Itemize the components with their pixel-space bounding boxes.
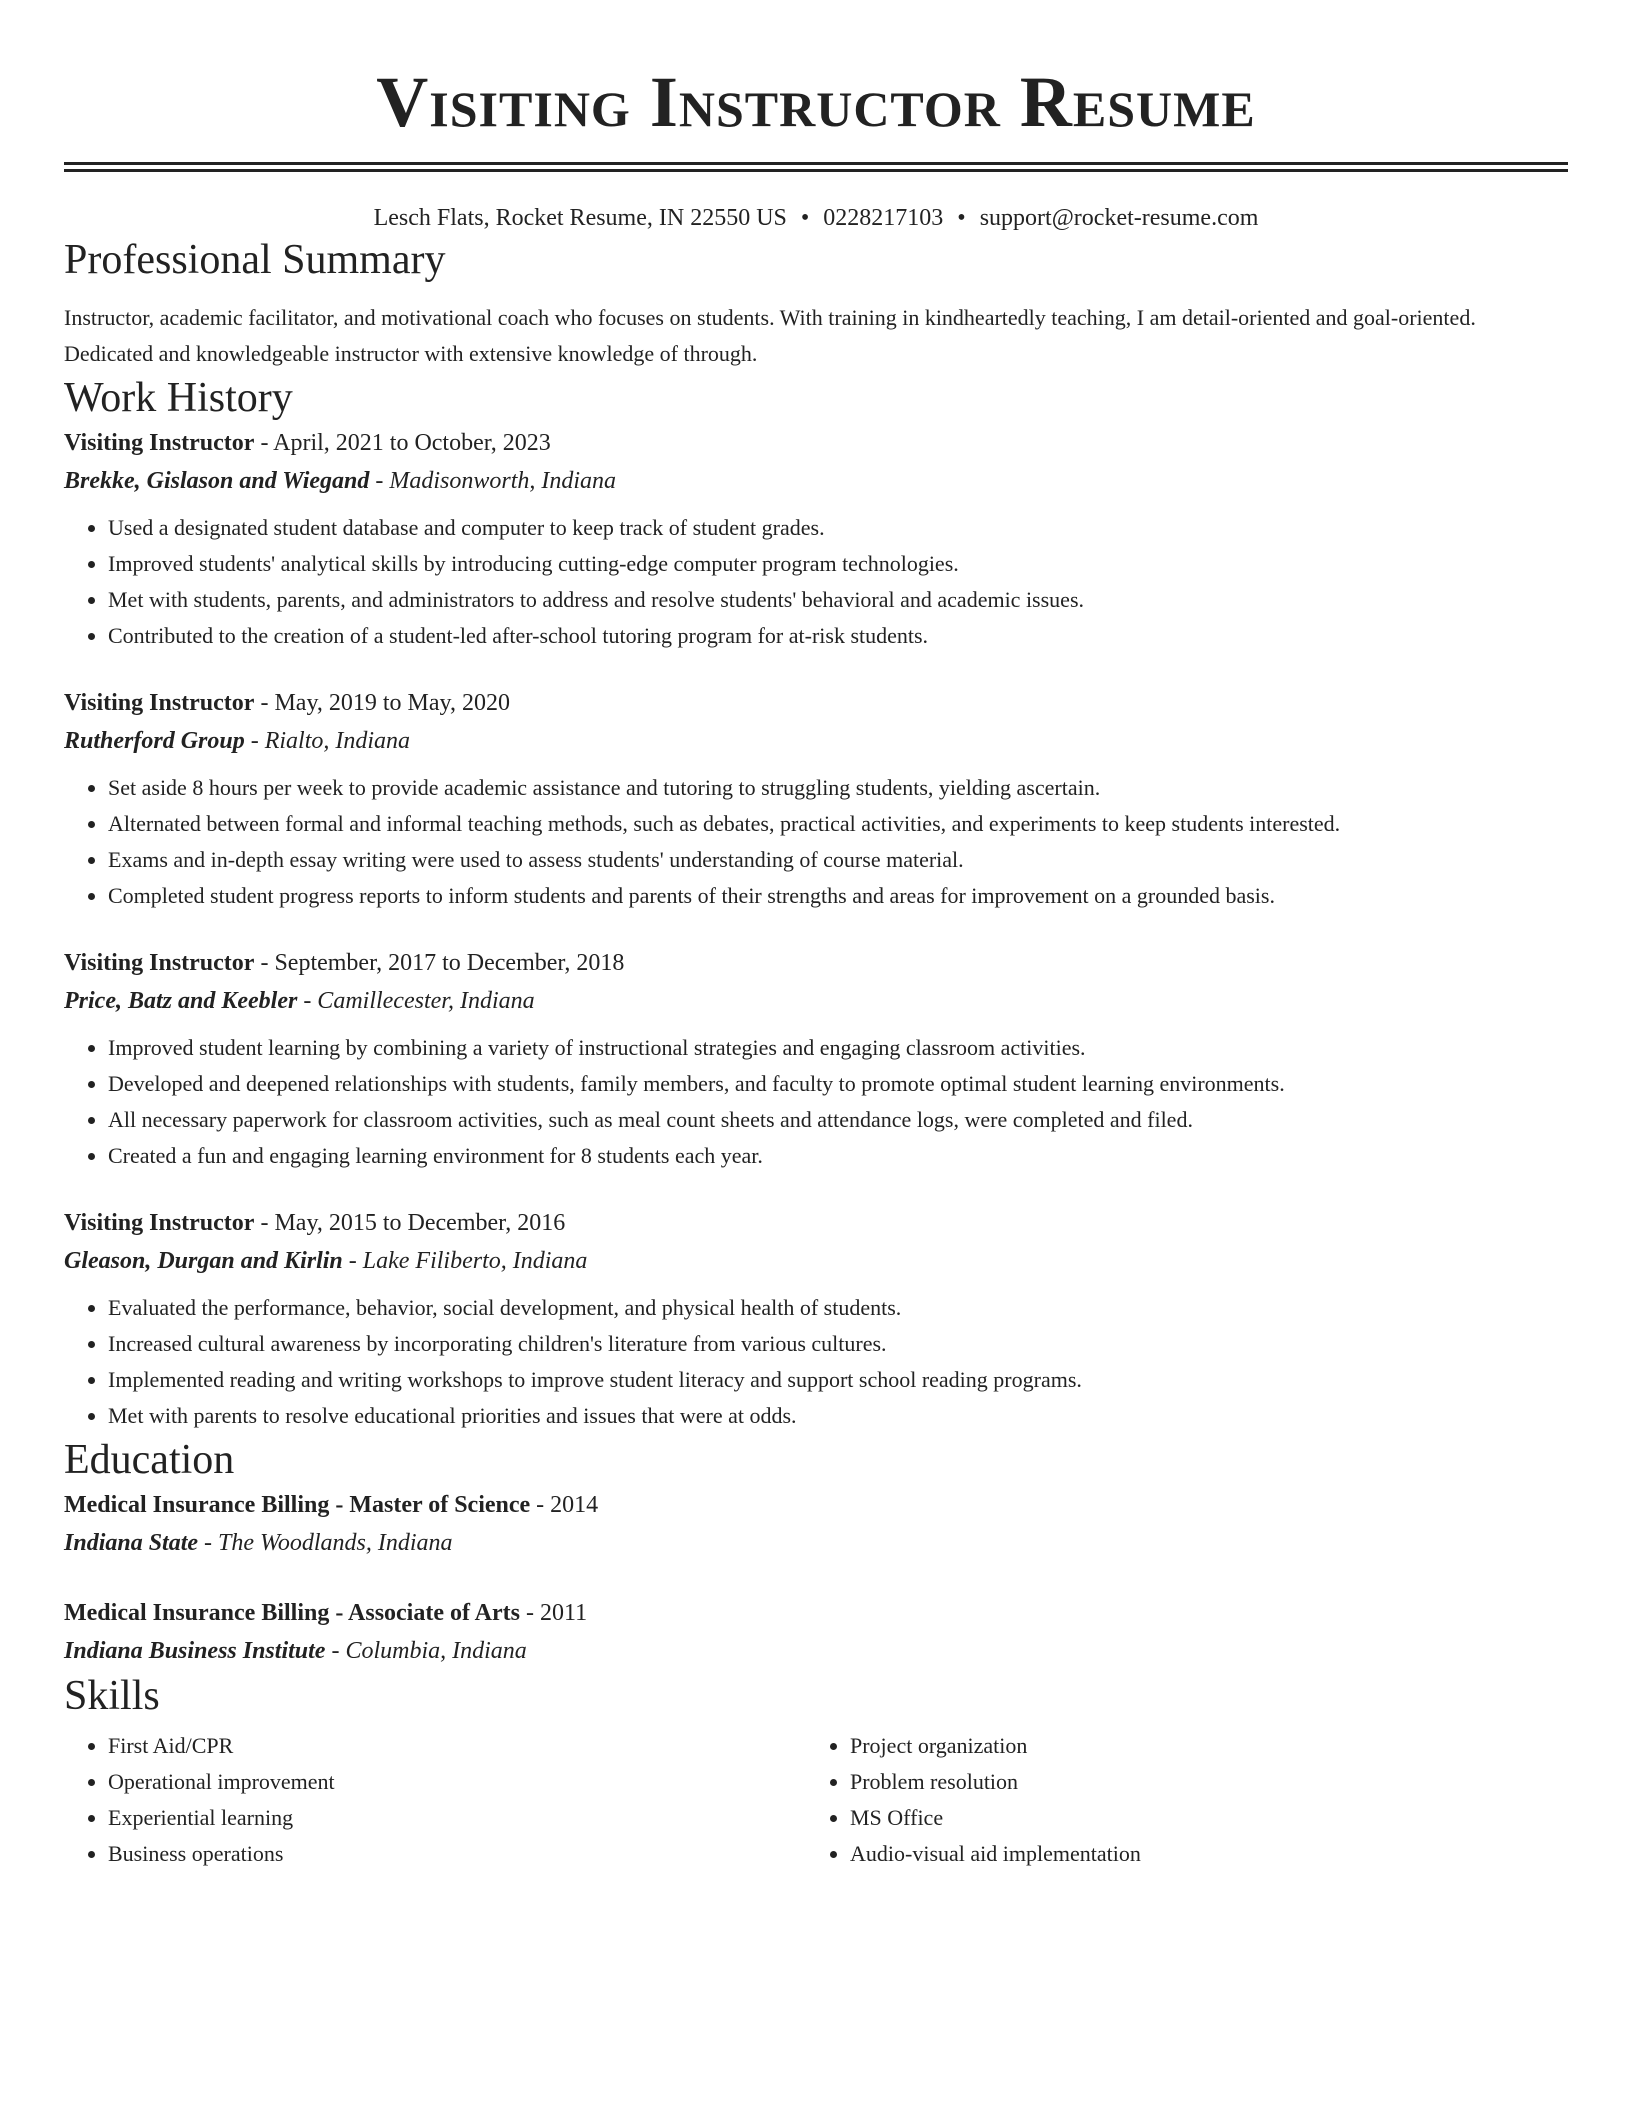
employer-location: - Lake Filiberto, Indiana [342,1248,588,1274]
skill-item: • Operational improvement [108,1764,806,1800]
employer-name: Brekke, Gislason and Wiegand [64,468,370,494]
employer-location: - Camillecester, Indiana [297,988,535,1014]
job-bullet: • Evaluated the performance, behavior, social development, and physical health of students. [108,1290,1568,1326]
contact-phone: 0228217103 [823,205,944,231]
skill-item: • Project organization [850,1728,1548,1764]
summary-text: Instructor, academic facilitator, and motivational coach who focuses on students. With training in kindheartedly teaching, I am detail-oriented and goal-oriented. Dedicated and knowledgeable instructor with extensive knowledge of through. [64,305,1476,366]
degree-line [64,1594,1568,1632]
employer-name: Rutherford Group [64,728,245,754]
job-bullet: • Exams and in-depth essay writing were used to assess students' understanding of course material. [108,842,1568,878]
job-title: Visiting Instructor [64,430,255,456]
school-line [64,1632,1568,1670]
contact-line [64,202,1568,234]
job-bullet: • Contributed to the creation of a student-led after-school tutoring program for at-risk students. [108,618,1568,654]
job-bullets [64,770,1568,914]
school-location: - Columbia, Indiana [325,1638,527,1664]
skill-item: • MS Office [850,1800,1548,1836]
job-dates: - May, 2015 to December, 2016 [254,1210,566,1236]
job-bullet: • Increased cultural awareness by incorporating children's literature from various cultures. [108,1326,1568,1362]
job-dates: - April, 2021 to October, 2023 [254,430,551,456]
employer-line [64,1242,1568,1280]
degree-year: - 2014 [530,1492,599,1518]
contact-separator: • [957,205,966,231]
job-bullet: • Met with students, parents, and administrators to address and resolve students' behavioral and academic issues. [108,582,1568,618]
employer-line [64,982,1568,1020]
job-dates: - May, 2019 to May, 2020 [254,690,510,716]
employer-location: - Madisonworth, Indiana [369,468,617,494]
education-entry [64,1486,1568,1562]
job-dates: - September, 2017 to December, 2018 [254,950,625,976]
job-title-line [64,944,1568,982]
job-title-line [64,1204,1568,1242]
skills-grid [64,1728,1568,1872]
school-name: Indiana State [64,1530,199,1556]
skill-item: • Problem resolution [850,1764,1548,1800]
skills-column-left [64,1728,806,1872]
job-bullet: • Used a designated student database and computer to keep track of student grades. [108,510,1568,546]
job-bullet: • Set aside 8 hours per week to provide academic assistance and tutoring to struggling students, yielding ascertain. [108,770,1568,806]
skill-item: • Experiential learning [108,1800,806,1836]
job-bullets [64,1290,1568,1434]
job-title-line [64,684,1568,722]
job-entry [64,1204,1568,1434]
contact-email: support@rocket-resume.com [979,205,1259,231]
job-bullets [64,1030,1568,1174]
resume-title: Visiting Instructor Resume [376,62,1256,142]
job-bullet: • Completed student progress reports to inform students and parents of their strengths and areas for improvement on a grounded basis. [108,878,1568,914]
summary-heading: Professional Summary [64,237,446,283]
employer-name: Gleason, Durgan and Kirlin [64,1248,343,1274]
job-bullet: • Implemented reading and writing workshops to improve student literacy and support school reading programs. [108,1362,1568,1398]
contact-separator: • [800,205,810,231]
skills-list [64,1728,806,1872]
degree-name: Medical Insurance Billing - Master of Science [64,1492,531,1518]
employer-name: Price, Batz and Keebler [64,988,298,1014]
job-title-line [64,424,1568,462]
job-bullet: • Alternated between formal and informal teaching methods, such as debates, practical activities, and experiments to keep students interested. [108,806,1568,842]
degree-line [64,1486,1568,1524]
employer-line [64,722,1568,760]
employer-line [64,462,1568,500]
degree-name: Medical Insurance Billing - Associate of Arts [64,1600,520,1626]
job-title: Visiting Instructor [64,690,255,716]
job-bullet: • Developed and deepened relationships with students, family members, and faculty to promote optimal student learning environments. [108,1066,1568,1102]
job-title: Visiting Instructor [64,1210,255,1236]
job-entry [64,684,1568,914]
work-history-heading: Work History [64,375,293,421]
degree-year: - 2011 [519,1600,588,1626]
job-entry [64,424,1568,654]
skills-column-right [806,1728,1548,1872]
skills-heading: Skills [64,1673,160,1719]
job-bullet: • Met with parents to resolve educational priorities and issues that were at odds. [108,1398,1568,1434]
job-title: Visiting Instructor [64,950,255,976]
skill-item: • Business operations [108,1836,806,1872]
school-location: - The Woodlands, Indiana [198,1530,453,1556]
job-entry [64,944,1568,1174]
job-bullet: • Improved students' analytical skills by introducing cutting-edge computer program technologies. [108,546,1568,582]
education-heading: Education [64,1437,235,1483]
education-entry [64,1594,1568,1670]
school-line [64,1524,1568,1562]
job-bullet: • Improved student learning by combining a variety of instructional strategies and engaging classroom activities. [108,1030,1568,1066]
job-bullets [64,510,1568,654]
job-bullet: • Created a fun and engaging learning environment for 8 students each year. [108,1138,1568,1174]
employer-location: - Rialto, Indiana [244,728,411,754]
school-name: Indiana Business Institute [64,1638,326,1664]
contact-address: Lesch Flats, Rocket Resume, IN 22550 US [373,205,787,231]
skill-item: • Audio-visual aid implementation [850,1836,1548,1872]
skill-item: • First Aid/CPR [108,1728,806,1764]
skills-list [806,1728,1548,1872]
job-bullet: • All necessary paperwork for classroom activities, such as meal count sheets and attendance logs, were completed and filed. [108,1102,1568,1138]
title-double-rule [64,162,1568,172]
